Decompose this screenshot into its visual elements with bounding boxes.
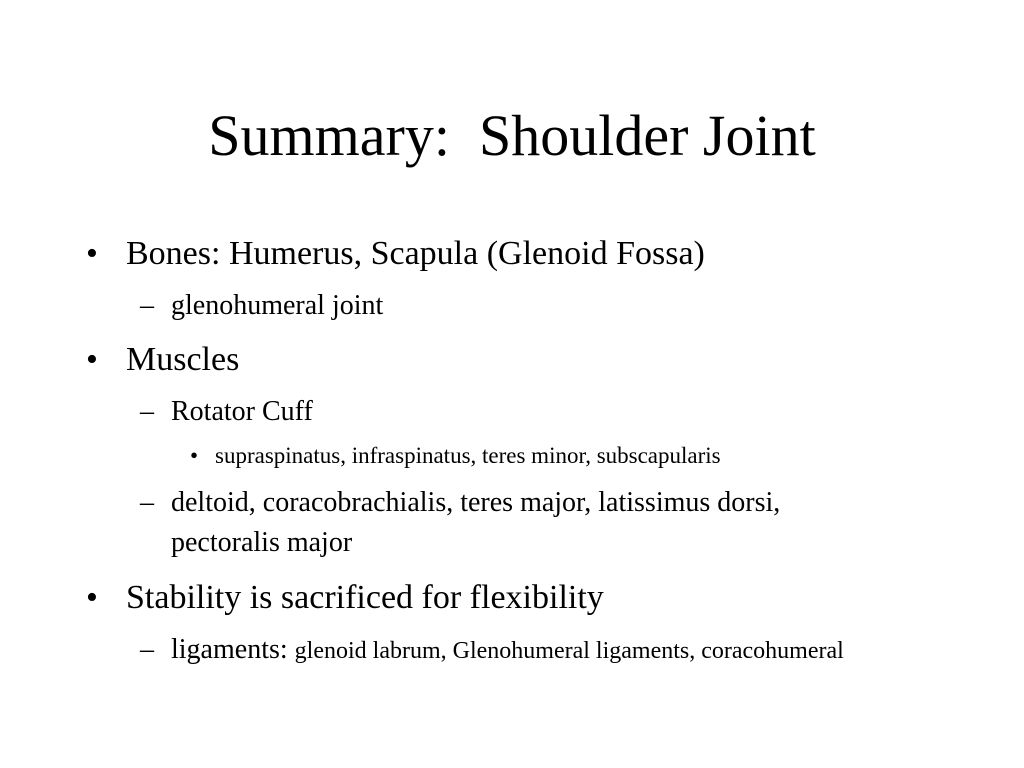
bullet-rotator-list: • xyxy=(190,443,199,468)
bullet-stability: • xyxy=(86,579,98,616)
bullet-muscles: • xyxy=(86,341,98,378)
dash-glenohumeral: – xyxy=(140,290,154,321)
dash-ligaments: – xyxy=(140,634,154,665)
ligaments-text: glenoid labrum, Glenohumeral ligaments, coracohumeral xyxy=(294,638,844,664)
stability-text: Stability is sacrificed for flexibility xyxy=(126,579,604,616)
ligaments-label: ligaments: xyxy=(171,634,295,665)
dash-rotator-cuff: – xyxy=(140,396,154,427)
other-muscles-text-line1: deltoid, coracobrachialis, teres major, latissimus dorsi, xyxy=(171,487,781,518)
bullet-bones: • xyxy=(86,235,98,272)
rotator-cuff-text: Rotator Cuff xyxy=(171,396,313,427)
rotator-cuff-muscles-text: supraspinatus, infraspinatus, teres minor, subscapularis xyxy=(215,443,721,468)
slide-title: Summary: Shoulder Joint xyxy=(208,103,816,168)
muscles-text: Muscles xyxy=(126,341,240,378)
bones-text: Bones: Humerus, Scapula (Glenoid Fossa) xyxy=(126,235,705,272)
dash-other-muscles: – xyxy=(140,487,154,518)
ligaments-line xyxy=(171,633,844,668)
glenohumeral-joint-text: glenohumeral joint xyxy=(171,290,384,321)
other-muscles-text-line2: pectoralis major xyxy=(171,527,353,558)
